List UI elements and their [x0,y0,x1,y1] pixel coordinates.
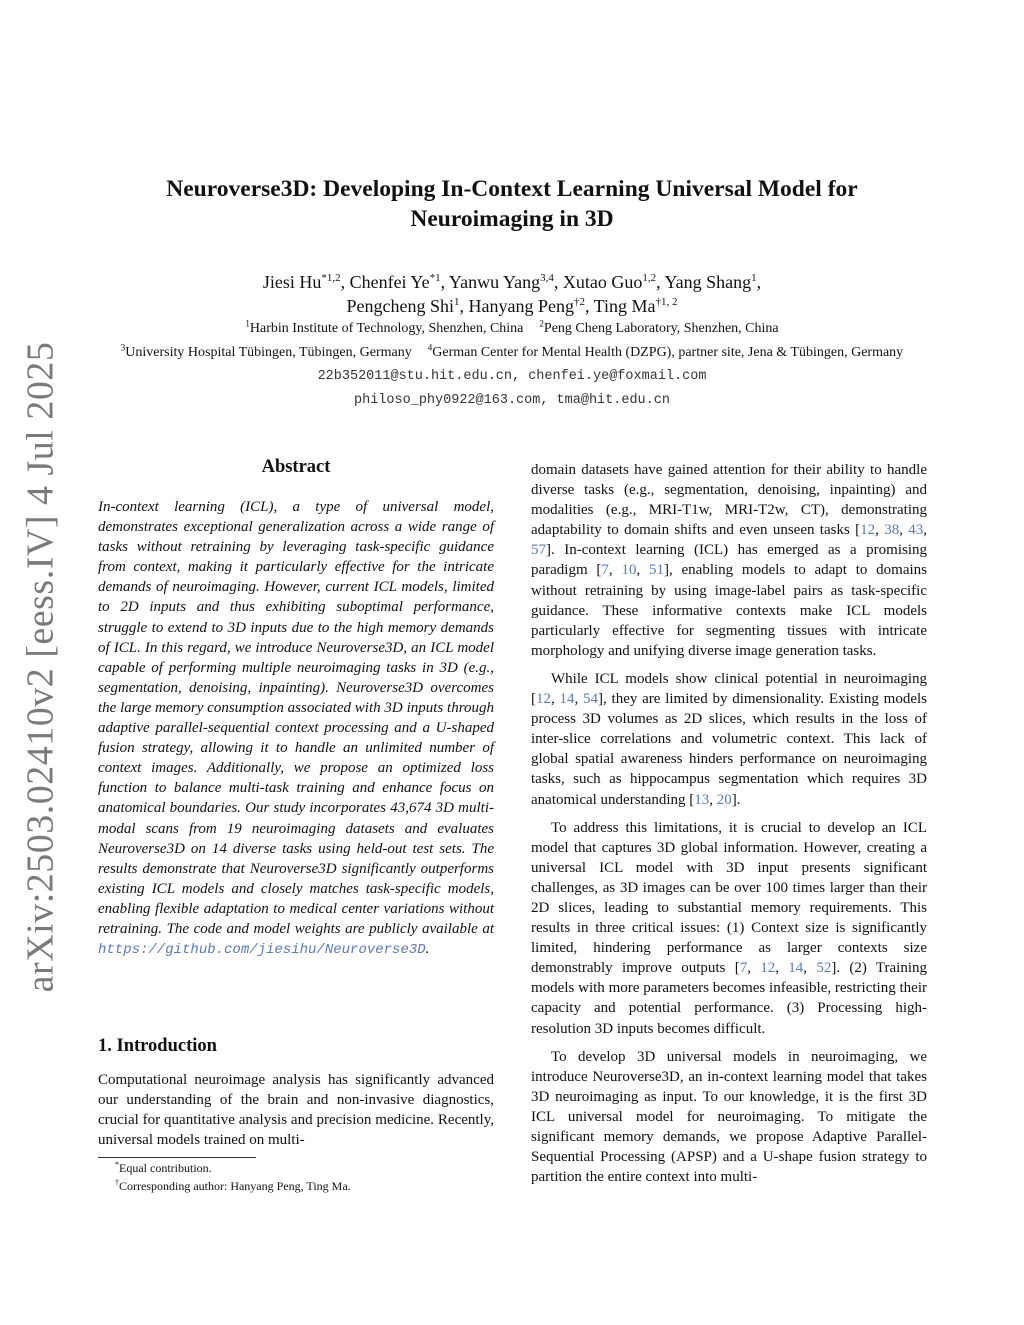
author-affiliation-marker: 1 [751,272,757,284]
affiliation [539,318,779,337]
abstract-end: . [425,941,430,958]
text-run: ], they are limited by dimensionality. Existing models process 3D volumes as 2D slices, which results in the loss of inter-slice correlations and volumetric context. This lack of global spatial awareness hinders performance on neuroimaging tasks, such as hippocampus segmentation which requires 3D anatomical understanding [ [531,691,927,808]
affiliation-text: University Hospital Tübingen, Tübingen, Germany [125,345,412,360]
citation-link[interactable]: 52 [816,960,832,977]
affiliation-text: German Center for Mental Health (DZPG), partner site, Jena & Tübingen, Germany [432,345,904,360]
affiliation-row-2 [90,342,934,361]
citation-link[interactable]: 54 [583,691,599,708]
intro-paragraph: Computational neuroimage analysis has significantly advanced our understanding of the brain and non-invasive diagnostics, crucial for quantitative analysis and precision medicine. Recently, universal models trained on multi- [98,1072,494,1149]
author-name: Ting Ma [593,296,656,316]
title-line-2: Neuroimaging in 3D [410,206,614,232]
paper-title [130,174,894,234]
text-run: , [875,522,885,539]
author-separator: , [440,272,449,292]
author-affiliation-marker: †1, 2 [655,296,678,308]
text-run: ]. [731,791,741,808]
arxiv-identifier [14,341,66,993]
text-run: , [747,960,761,977]
affiliation-text: Harbin Institute of Technology, Shenzhen, China [249,321,524,336]
text-run: domain datasets have gained attention for their ability to handle diverse tasks (e.g., segmentation, denoising, inpainting) and modalities (e.g., MRI-T1w, MRI-T2w, CT), demonstrating adaptability to domain shifts and even unseen tasks [ [531,462,927,539]
author-name: Chenfei Ye [349,272,430,292]
text-run: , [574,691,584,708]
text-run: , [551,691,560,708]
citation-link[interactable]: 12 [760,960,776,977]
right-column [531,460,927,1187]
text-run: To develop 3D universal models in neuroimaging, we introduce Neuroverse3D, an in-context learning model that takes 3D neuroimaging as input. To our knowledge, it is the first 3D ICL universal model for neuroimaging. To mitigate the significant memory demands, we propose Adaptive Parallel-Sequential Processing (APSP) and a U-shape fusion strategy to partition the entire context into multi- [531,1048,927,1186]
abstract-text: In-context learning (ICL), a type of universal model, demonstrates exceptional generalization across a wide range of tasks without retraining by leveraging task-specific guidance from context, making it particularly effective for the intricate demands of neuroimaging. However, current ICL models, limited to 2D inputs and thus exhibiting suboptimal performance, struggle to extend to 3D inputs due to the high memory demands of ICL. In this regard, we introduce Neuroverse3D, an ICL model capable of performing multiple neuroimaging tasks in 3D (e.g., segmentation, denoising, inpainting). Neuroverse3D overcomes the large memory consumption associated with 3D inputs through adaptive parallel-sequential context processing and a U-shaped fusion strategy, allowing it to handle an unlimited number of context images. Additionally, we propose an optimized loss function to balance multi-task training and enhance focus on anatomical boundaries. Our study incorporates 43,674 3D multi-modal scans from 19 neuroimaging datasets and evaluates Neuroverse3D on 14 diverse tasks using held-out test sets. The results demonstrate that Neuroverse3D significantly outperforms existing ICL models and closely matches task-specific models, enabling flexible adaptation to medical center variations without retraining. The code and model weights are publicly available at [98,499,494,937]
code-link[interactable]: https://github.com/jiesihu/Neuroverse3D [98,942,426,959]
footnote-marker: * [115,1160,119,1169]
citation-link[interactable]: 43 [908,522,924,539]
citation-link[interactable]: 13 [694,791,710,808]
author-separator: , [340,272,350,292]
text-run: ], enabling models to adapt to domains without retraining by using image-label pairs as task-specific guidance. These informative contexts make ICL models particularly effective for segmenting tissues with intricate morphology and unifying diverse image generation tasks. [531,562,928,659]
author-name: Jiesi Hu [262,272,322,292]
text-run: To address this limitations, it is crucial to develop an ICL model that captures 3D global information. However, creating a universal ICL model with 3D input presents significant challenges, as 3D images can be over 100 times larger than their 2D slices, leading to substantial memory requirements. This results in three critical issues: (1) Context size is significantly limited, hindering performance as larger contexts size demonstrably improve outputs [ [531,819,927,977]
intro-heading: 1. Introduction [98,1036,217,1056]
text-run: , [775,960,789,977]
citation-link[interactable]: 12 [860,522,876,539]
paragraph [531,1047,927,1188]
footnote-equal [115,1161,212,1176]
text-run: , [608,562,622,579]
author-separator: , [656,272,665,292]
footnote-text: Equal contribution. [119,1161,212,1175]
author-separator: , [756,272,762,292]
affiliation-row-1 [90,318,934,337]
email-line-1: 22b352011@stu.hit.edu.cn, chenfei.ye@foxmail.com [317,369,707,384]
author-name: Yanwu Yang [448,272,541,292]
text-run: , [803,960,817,977]
text-run: While ICL models show clinical potential in neuroimaging [ [531,670,927,708]
citation-link[interactable]: 12 [536,691,551,708]
text-run: , [899,522,909,539]
author-line-1 [100,270,924,294]
affiliation [120,342,412,361]
text-run: , [709,791,717,808]
citation-link[interactable]: 7 [739,960,748,977]
citation-link[interactable]: 51 [648,562,664,579]
citation-link[interactable]: 14 [788,960,804,977]
affiliation-text: Peng Cheng Laboratory, Shenzhen, China [543,321,779,336]
affiliation-marker: 4 [427,342,433,353]
author-separator: , [553,272,563,292]
text-run: ]. In-context learning (ICL) has emerged as a promising paradigm [ [531,542,927,579]
footnote-text: Corresponding author: Hanyang Peng, Ting Ma. [119,1179,351,1193]
author-affiliation-marker: 1,2 [642,272,657,284]
author-affiliation-marker: †2 [573,296,585,308]
author-separator: , [459,296,469,316]
citation-link[interactable]: 57 [531,542,546,559]
text-run: , [923,522,928,539]
paragraph [531,669,927,810]
abstract-body [98,497,494,960]
affiliation-marker: 2 [539,318,544,329]
affiliation-marker: 1 [245,318,250,329]
paragraph [531,460,927,661]
author-name: Hanyang Peng [468,296,574,316]
email-line-2: philoso_phy0922@163.com, tma@hit.edu.cn [354,393,670,408]
author-name: Yang Shang [664,272,752,292]
author-name: Pengcheng Shi [346,296,454,316]
citation-link[interactable]: 20 [716,791,732,808]
author-affiliation-marker: 1 [453,296,460,308]
author-affiliation-marker: *1 [429,272,441,284]
footnote-marker: † [115,1178,119,1187]
text-run: , [636,562,649,579]
affiliation-marker: 3 [120,342,126,353]
author-affiliation-marker: *1,2 [321,272,341,284]
title-line-1: Neuroverse3D: Developing In-Context Learning Universal Model for [166,176,858,202]
affiliation [245,318,524,337]
author-separator: , [584,296,594,316]
footnote-corresponding [115,1179,351,1194]
citation-link[interactable]: 7 [601,562,609,579]
author-name: Xutao Guo [562,272,643,292]
citation-link[interactable]: 10 [621,562,637,579]
author-line-2 [100,294,924,318]
affiliation [427,342,904,361]
abstract-heading: Abstract [261,457,331,477]
text-run: ]. (2) Training models with more parameters becomes infeasible, restricting their capacity and potential performance. (3) Processing high-resolution 3D inputs becomes difficult. [531,960,928,1037]
citation-link[interactable]: 14 [559,691,575,708]
author-list [100,270,924,318]
author-affiliation-marker: 3,4 [540,272,554,284]
arxiv-identifier-text: arXiv:2503.02410v2 [eess.IV] 4 Jul 2025 [19,341,62,993]
paragraph [531,818,927,1039]
footnote-rule [98,1157,256,1158]
citation-link[interactable]: 38 [884,522,900,539]
